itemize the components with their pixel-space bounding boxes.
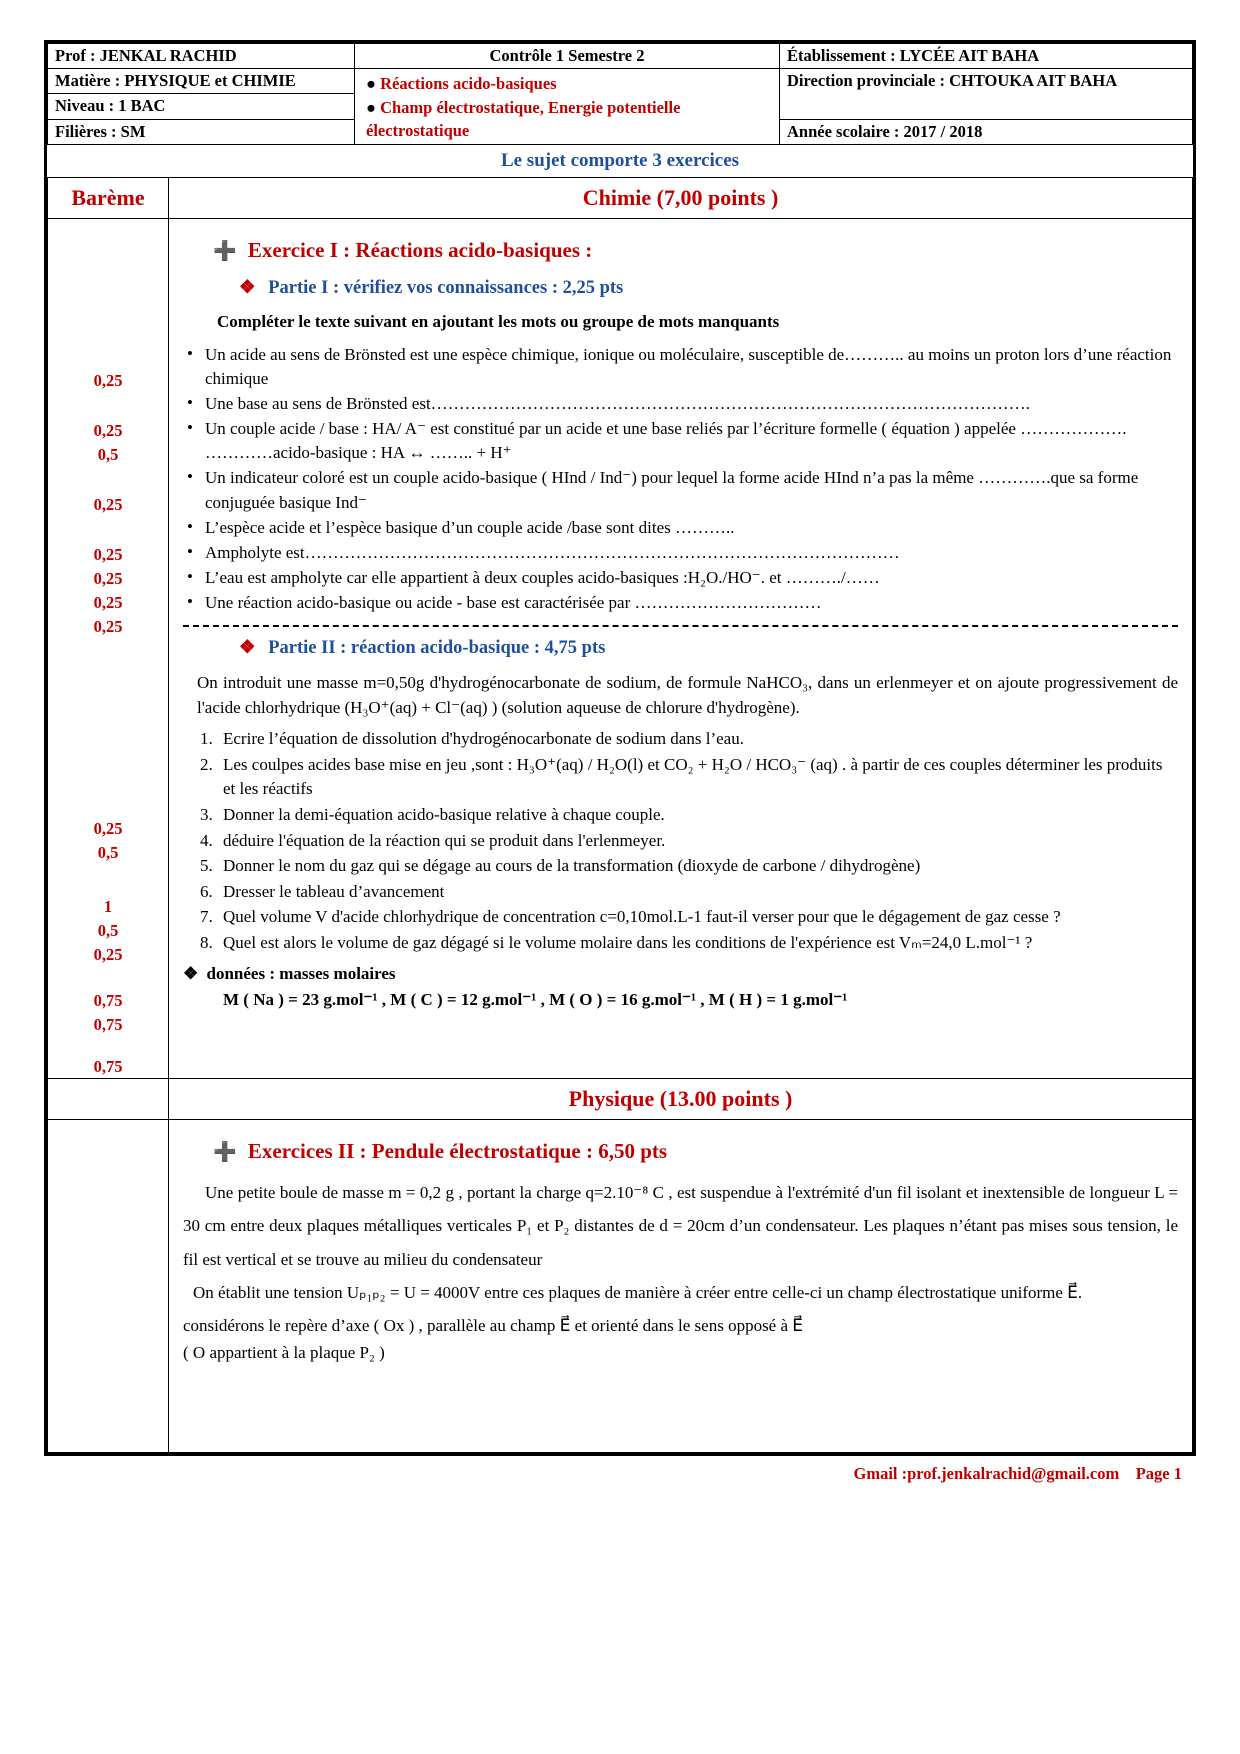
- diamond-icon-2: ❖: [239, 638, 256, 659]
- plus-icon: ➕: [213, 240, 237, 262]
- topic-bullet-1: ●: [366, 74, 376, 93]
- header-direction: Direction provinciale : CHTOUKA AIT BAHA: [780, 69, 1193, 120]
- sujet-note: Le sujet comporte 3 exercices: [500, 149, 740, 171]
- bareme-label: Barème: [71, 184, 145, 210]
- header-topics: [355, 69, 780, 145]
- diamond-icon-3: ❖: [183, 963, 199, 983]
- question-item: 3. Donner la demi-équation acido-basique relative à chaque couple.: [217, 803, 1178, 828]
- qpoint-5: 0,25: [93, 944, 123, 964]
- exercice2-title: [213, 1136, 1178, 1167]
- question-item: 7. Quel volume V d'acide chlorhydrique de concentration c=0,10mol.L-1 faut-il verser pour que le dégagement de gaz cesse ?: [217, 905, 1178, 930]
- question-item: 4. déduire l'équation de la réaction qui se produit dans l'erlenmeyer.: [217, 829, 1178, 854]
- question-item: 8. Quel est alors le volume de gaz dégagé si le volume molaire dans les conditions de l'expérience est Vₘ=24,0 L.mol⁻¹ ?: [217, 931, 1178, 956]
- header-niveau: Niveau : 1 BAC: [48, 94, 355, 119]
- point-3: 0,5: [97, 444, 119, 464]
- qpoint-8: 0,75: [93, 1056, 123, 1076]
- point-4: 0,25: [93, 494, 123, 514]
- qpoint-4: 0,5: [97, 920, 119, 940]
- partie2-questions: [183, 727, 1178, 956]
- physique-paragraph-3: considérons le repère d’axe ( Ox ) , parallèle au champ E⃗ et orienté dans le sens opposé à E⃗: [183, 1315, 804, 1335]
- chimie-title-cell: [169, 177, 1193, 218]
- document-frame: [44, 40, 1196, 1456]
- bareme-points-column: [48, 218, 169, 1078]
- list-item: • Ampholyte est……………………………………………………………………………………………: [183, 541, 1178, 565]
- point-2: 0,25: [93, 420, 123, 440]
- list-item: • Un indicateur coloré est un couple acido-basique ( HInd / Ind⁻) pour lequel la forme acide HInd n’a pas la même ………….que sa forme conjuguée basique Ind⁻: [183, 466, 1178, 514]
- physique-paragraph-4: ( O appartient à la plaque P₂ ): [183, 1343, 385, 1363]
- bareme-header-cell: [48, 177, 169, 218]
- donnees-label: [183, 962, 1178, 987]
- chimie-section-title: Chimie (7,00 points ): [582, 184, 779, 210]
- partie2-title-text: Partie II : réaction acido-basique : 4,75 pts: [268, 638, 606, 659]
- footer-gmail: Gmail :prof.jenkalrachid@gmail.com: [853, 1463, 1120, 1483]
- chimie-section: [47, 177, 1193, 1453]
- plus-icon-2: ➕: [213, 1141, 237, 1163]
- exercice2-title-text: Exercices II : Pendule électrostatique : 6,50 pts: [247, 1138, 668, 1163]
- donnees-text: données : masses molaires: [206, 963, 396, 983]
- page-footer: [44, 1464, 1196, 1484]
- fill-blank-list: [183, 343, 1178, 615]
- partie1-title: [239, 275, 1178, 302]
- footer-page-number: Page 1: [1135, 1463, 1182, 1483]
- point-5: 0,25: [93, 544, 123, 564]
- physique-paragraph-1: Une petite boule de masse m = 0,2 g , portant la charge q=2.10⁻⁸ C , est suspendue à l'extrémité d'un fil isolant et inextensible de longueur L = 30 cm entre deux plaques métalliques verticales P₁ et P₂ distantes de d = 20cm d’un condensateur. Les plaques n’étant pas mises sous tension, le fil est vertical et se trouve au milieu du condensateur: [183, 1183, 1178, 1269]
- header-matiere: Matière : PHYSIQUE et CHIMIE: [48, 69, 355, 94]
- qpoint-3: 1: [103, 896, 113, 916]
- partie1-instruction: Compléter le texte suivant en ajoutant les mots ou groupe de mots manquants: [217, 312, 780, 332]
- question-item: 5. Donner le nom du gaz qui se dégage au cours de la transformation (dioxyde de carbone / dihydrogène): [217, 854, 1178, 879]
- topic-bullet-2: ●: [366, 98, 376, 118]
- list-item: • Un couple acide / base : HA/ A⁻ est constitué par un acide et une base reliés par l’écriture formelle ( équation ) appelée ………………. …………acido-basique : HA ↔ …….. + H⁺: [183, 417, 1178, 465]
- section-divider: [183, 625, 1178, 627]
- partie2-intro: On introduit une masse m=0,50g d'hydrogénocarbonate de sodium, de formule NaHCO₃, dans un erlenmeyer et on ajoute progressivement de l'acide chlorhydrique (H₃O⁺(aq) + Cl⁻(aq) ) (solution aqueuse de chlorure d'hydrogène).: [197, 672, 1178, 718]
- molar-masses: M ( Na ) = 23 g.mol⁻¹ , M ( C ) = 12 g.mol⁻¹ , M ( O ) = 16 g.mol⁻¹ , M ( H ) = 1 g.mol⁻¹: [223, 990, 848, 1010]
- list-item: • Une base au sens de Brönsted est…………………………………………………………………………………………….: [183, 392, 1178, 416]
- partie2-title: [239, 635, 1178, 662]
- list-item: • L’eau est ampholyte car elle appartient à deux couples acido-basiques :H₂O./HO⁻. et ………./……: [183, 566, 1178, 590]
- header-controle: Contrôle 1 Semestre 2: [355, 44, 780, 69]
- topic-2: Champ électrostatique, Energie potentielle électrostatique: [366, 98, 681, 140]
- physique-points-column: [48, 1119, 169, 1452]
- physique-title-cell: [169, 1078, 1193, 1119]
- physique-paragraph-2: On établit une tension Uₚ₁ₚ₂ = U = 4000V entre ces plaques de manière à créer entre celle-ci un champ électrostatique uniforme E⃗.: [193, 1282, 1083, 1302]
- point-7: 0,25: [93, 592, 123, 612]
- physique-section-title: Physique (13.00 points ): [568, 1085, 793, 1111]
- exercice1-title: [213, 235, 1178, 266]
- list-item: • Une réaction acido-basique ou acide - base est caractérisée par ……………………………: [183, 591, 1178, 615]
- point-8: 0,25: [93, 616, 123, 636]
- header-etablissement: Établissement : LYCÉE AIT BAHA: [780, 44, 1193, 69]
- question-item: 1. Ecrire l’équation de dissolution d'hydrogénocarbonate de sodium dans l’eau.: [217, 727, 1178, 752]
- header-prof: Prof : JENKAL RACHID: [48, 44, 355, 69]
- physique-content: [169, 1119, 1193, 1452]
- partie1-title-text: Partie I : vérifiez vos connaissances : 2,25 pts: [268, 278, 624, 299]
- header-table: [47, 43, 1193, 145]
- qpoint-1: 0,25: [93, 818, 123, 838]
- list-item: • L’espèce acide et l’espèce basique d’un couple acide /base sont dites ………..: [183, 516, 1178, 540]
- qpoint-7: 0,75: [93, 1014, 123, 1034]
- header-filieres: Filières : SM: [48, 119, 355, 144]
- exercice1-title-text: Exercice I : Réactions acido-basiques :: [247, 237, 593, 262]
- list-item: • Un acide au sens de Brönsted est une espèce chimique, ionique ou moléculaire, susceptible de……….. au moins un proton lors d’une réaction chimique: [183, 343, 1178, 391]
- physique-bareme-cell: [48, 1078, 169, 1119]
- header-annee: Année scolaire : 2017 / 2018: [780, 119, 1193, 144]
- point-1: 0,25: [93, 370, 123, 390]
- point-6: 0,25: [93, 568, 123, 588]
- topic-1: Réactions acido-basiques: [380, 74, 557, 93]
- diamond-icon-1: ❖: [239, 278, 256, 299]
- chimie-content: [169, 218, 1193, 1078]
- question-item: 6. Dresser le tableau d’avancement: [217, 880, 1178, 905]
- qpoint-2: 0,5: [97, 842, 119, 862]
- question-item: 2. Les coulpes acides base mise en jeu ,sont : H₃O⁺(aq) / H₂O(l) et CO₂ + H₂O / HCO₃⁻ (aq) . à partir de ces couples déterminer les produits et les réactifs: [217, 753, 1178, 802]
- qpoint-6: 0,75: [93, 990, 123, 1010]
